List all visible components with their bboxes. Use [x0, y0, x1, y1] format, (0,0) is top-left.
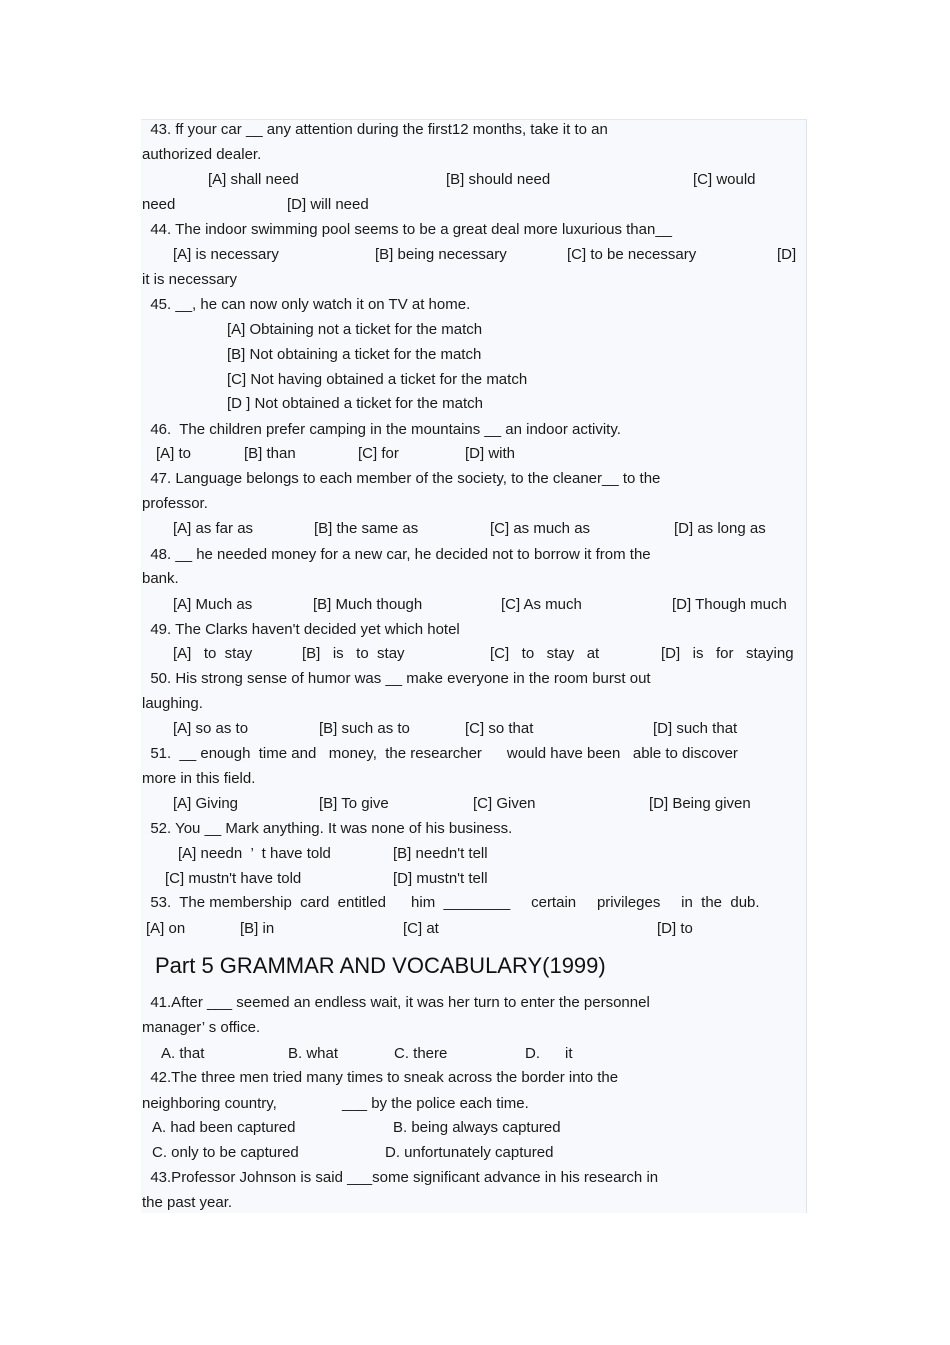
part4-option: [C] so that: [465, 720, 534, 737]
part4-option: [A] on: [146, 920, 186, 937]
part5-option: A. that: [161, 1045, 205, 1062]
part5-text-line: 43.Professor Johnson is said ___some significant advance in his research in: [142, 1169, 659, 1186]
part4-text-line: 45. __, he can now only watch it on TV at home.: [142, 296, 471, 313]
part4-text-line: laughing.: [142, 695, 203, 712]
part4-text-line: 48. __ he needed money for a new car, he decided not to borrow it from the: [142, 546, 651, 563]
part4-option: [D] is for staying: [661, 645, 794, 662]
part4-option: [A] as far as: [173, 520, 254, 537]
part4-option: [D] as long as: [674, 520, 766, 537]
part5-text-line: 41.After ___ seemed an endless wait, it was her turn to enter the personnel: [142, 994, 650, 1011]
part4-option: [A] shall need: [208, 171, 299, 188]
part4-text-line: 51. __ enough time and money, the researcher would have been able to discover: [142, 745, 738, 762]
part4-option: [B] is to stay: [302, 645, 405, 662]
part4-option: [D] Being given: [649, 795, 751, 812]
part4-text-line: 47. Language belongs to each member of the society, to the cleaner__ to the: [142, 470, 661, 487]
part4-option: [C] As much: [501, 596, 582, 613]
part4-option: [C] as much as: [490, 520, 591, 537]
part5-text-line: manager’ s office.: [142, 1019, 261, 1036]
part5-option: neighboring country,: [142, 1095, 277, 1112]
part5-option: D. unfortunately captured: [385, 1144, 554, 1161]
part4-option: need: [142, 196, 176, 213]
part5-text-line: 42.The three men tried many times to sneak across the border into the: [142, 1069, 619, 1086]
part4-option: [D]: [777, 246, 797, 263]
part5-option: ___ by the police each time.: [342, 1095, 529, 1112]
part4-option: [B] being necessary: [375, 246, 507, 263]
part4-option: [D] with: [465, 445, 516, 462]
part4-text-line: [C] Not having obtained a ticket for the match: [227, 371, 528, 388]
part4-option: [C] mustn't have told: [165, 870, 302, 887]
part4-option: [C] would: [693, 171, 756, 188]
part4-text-line: bank.: [142, 570, 179, 587]
part4-option: [C] Given: [473, 795, 536, 812]
part4-text-line: 43. ff your car __ any attention during the first12 months, take it to an: [142, 121, 608, 138]
part4-option: [C] for: [358, 445, 399, 462]
part4-option: [B] Much though: [313, 596, 423, 613]
part4-option: [B] should need: [446, 171, 551, 188]
part4-text-line: it is necessary: [142, 271, 238, 288]
part4-option: [B] in: [240, 920, 275, 937]
part4-text-line: 49. The Clarks haven't decided yet which hotel: [142, 621, 460, 638]
part4-option: [D] to: [657, 920, 693, 937]
part4-option: [A] Much as: [173, 596, 253, 613]
part5-text-line: the past year.: [142, 1194, 233, 1211]
part5-option: D. it: [525, 1045, 573, 1062]
part4-option: [A] Giving: [173, 795, 239, 812]
part4-option: [B] needn't tell: [393, 845, 488, 862]
part5-option: C. only to be captured: [152, 1144, 299, 1161]
part5-option: B. what: [288, 1045, 339, 1062]
part4-text-line: more in this field.: [142, 770, 256, 787]
part4-option: [D] mustn't tell: [393, 870, 488, 887]
part4-text-line: [A] Obtaining not a ticket for the match: [227, 321, 483, 338]
part4-text-line: 44. The indoor swimming pool seems to be a great deal more luxurious than__: [142, 221, 673, 238]
part4-text-line: 52. You __ Mark anything. It was none of his business.: [142, 820, 513, 837]
part4-text-line: authorized dealer.: [142, 146, 262, 163]
part4-option: [A] is necessary: [173, 246, 279, 263]
section-heading: Part 5 GRAMMAR AND VOCABULARY(1999): [155, 953, 606, 978]
part4-option: [A] to stay: [173, 645, 253, 662]
part4-option: [D] Though much: [672, 596, 787, 613]
part4-option: [D] will need: [287, 196, 369, 213]
part4-option: [B] than: [244, 445, 296, 462]
part4-option: [A] so as to: [173, 720, 249, 737]
part4-option: [C] at: [403, 920, 439, 937]
part4-option: [B] such as to: [319, 720, 410, 737]
part4-option: [B] To give: [319, 795, 389, 812]
part4-text-line: 46. The children prefer camping in the mountains __ an indoor activity.: [142, 421, 621, 438]
part4-text-line: 50. His strong sense of humor was __ make everyone in the room burst out: [142, 670, 651, 687]
document-panel: [141, 119, 807, 1213]
part4-option: [D] such that: [653, 720, 738, 737]
part4-option: [A] needn ’ t have told: [178, 845, 331, 862]
part5-option: A. had been captured: [152, 1119, 296, 1136]
part4-text-line: [D ] Not obtained a ticket for the match: [227, 395, 483, 412]
part5-option: C. there: [394, 1045, 448, 1062]
part4-text-line: [B] Not obtaining a ticket for the match: [227, 346, 482, 363]
part5-option: B. being always captured: [393, 1119, 561, 1136]
part4-option: [A] to: [156, 445, 192, 462]
part4-option: [C] to stay at: [490, 645, 600, 662]
part4-option: [C] to be necessary: [567, 246, 697, 263]
part4-text-line: professor.: [142, 495, 208, 512]
part4-text-line: 53. The membership card entitled him ________ certain privileges in the dub.: [142, 894, 760, 911]
part4-option: [B] the same as: [314, 520, 419, 537]
